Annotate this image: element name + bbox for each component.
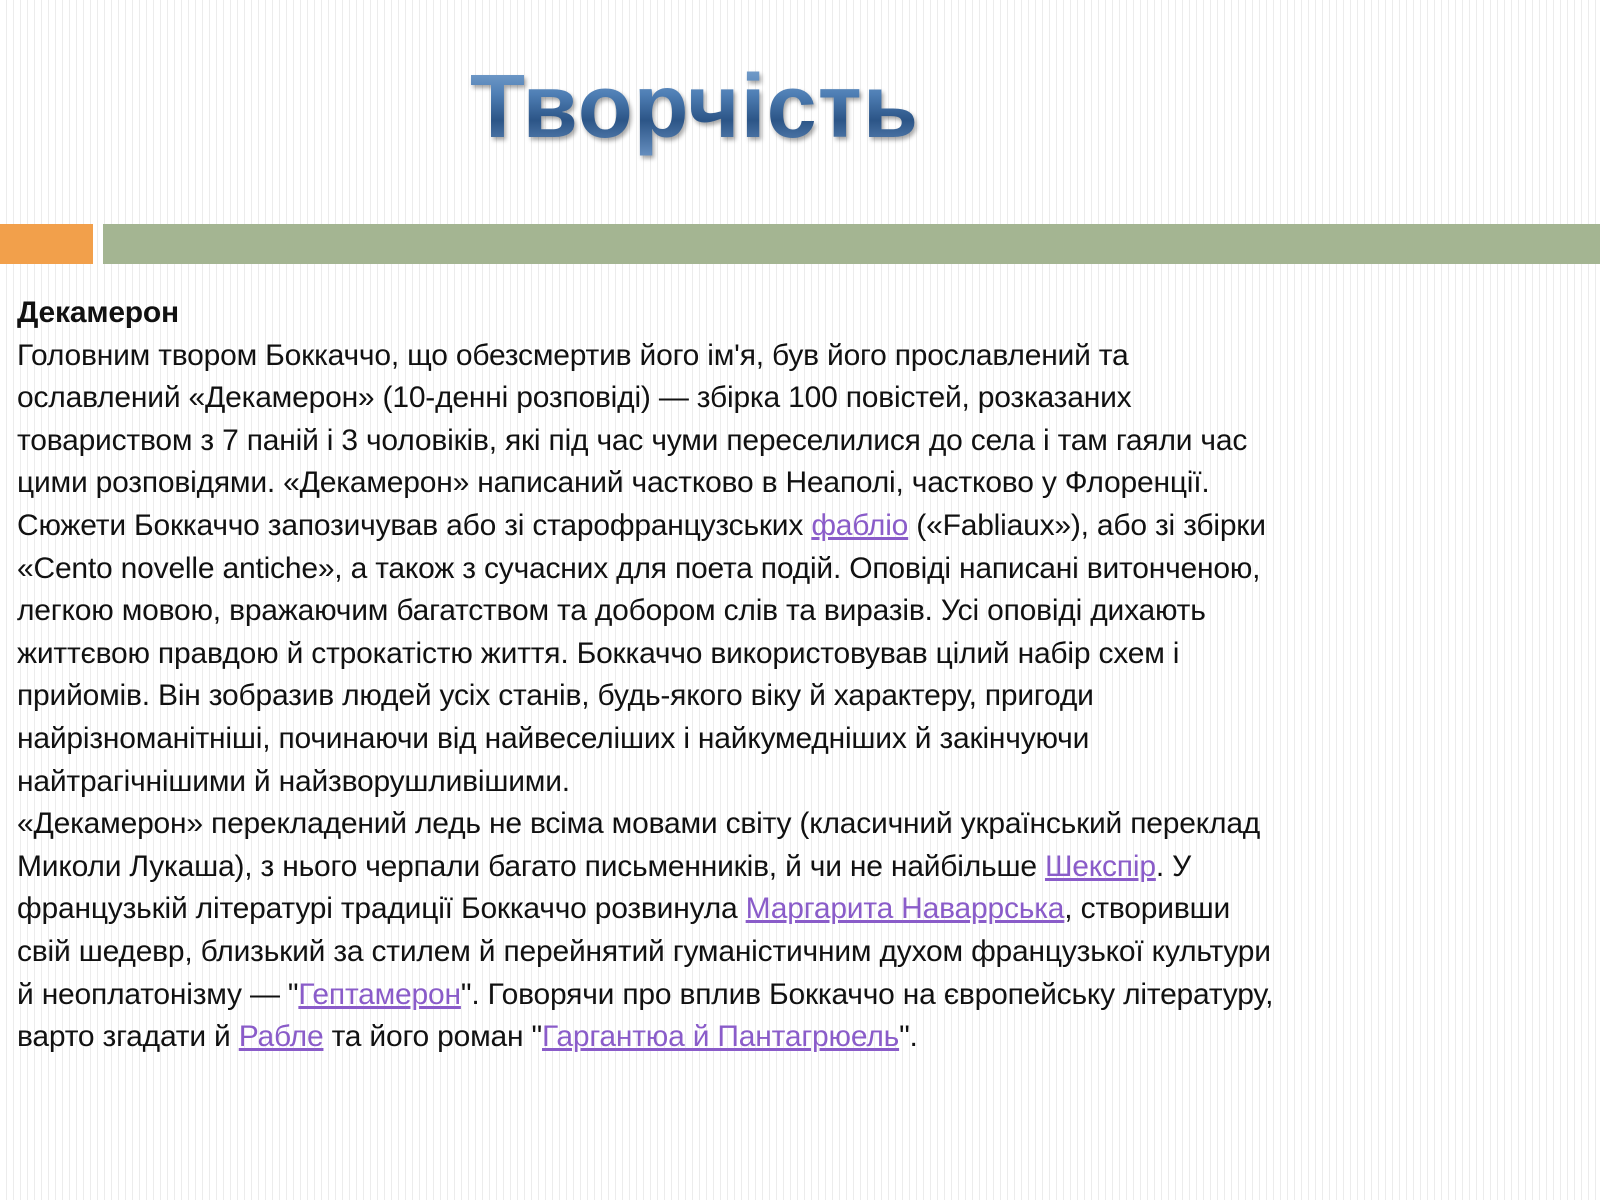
text-line: найрізноманітніші, починаючи від найвеселіших і найкумедніших й закінчуючи	[17, 721, 1090, 755]
section-heading: Декамерон	[17, 296, 179, 329]
slide-title: Творчість	[470, 52, 919, 162]
line-text: ". Говорячи про вплив Боккаччо на європейську літературу,	[460, 977, 1274, 1011]
text-line	[17, 505, 1577, 548]
text-line: прийомів. Він зобразив людей усіх станів, будь-якого віку й характеру, пригоди	[17, 679, 1094, 713]
divider-bar	[103, 224, 1600, 264]
text-line	[17, 888, 1577, 931]
line-text: й неоплатонізму — "	[17, 977, 299, 1011]
link-gargantua[interactable]: Гаргантюа й Пантагрюель	[542, 1020, 900, 1054]
line-text: Миколи Лукаша), з нього черпали багато письменників, й чи не найбільше	[17, 849, 1045, 883]
line-text: ".	[899, 1020, 918, 1054]
text-line: свій шедевр, близький за стилем й перейнятий гуманістичним духом французької культури	[17, 934, 1271, 968]
slide-body	[17, 292, 1577, 1059]
link-fabliau[interactable]: фабліо	[811, 508, 909, 542]
text-line: «Cento novelle antiche», а також з сучасних для поета подій. Оповіді написані витонченою,	[17, 551, 1261, 585]
text-line	[17, 846, 1577, 889]
link-rabelais[interactable]: Рабле	[238, 1020, 324, 1054]
text-line: Головним твором Боккаччо, що обезсмертив його ім'я, був його прославлений та	[17, 338, 1129, 372]
text-line	[17, 1016, 1577, 1059]
accent-block	[0, 224, 93, 264]
line-text: та його роман "	[323, 1020, 542, 1054]
line-text: французькій літературі традиції Боккаччо розвинула	[17, 892, 746, 926]
text-line: «Декамерон» перекладений ледь не всіма мовами світу (класичний український переклад	[17, 807, 1261, 841]
text-line: життєвою правдою й строкатістю життя. Боккаччо використовував цілий набір схем і	[17, 636, 1180, 670]
line-text: Сюжети Боккаччо запозичував або зі старофранцузських	[17, 508, 812, 542]
link-margaret-of-navarre[interactable]: Маргарита Наваррська	[745, 892, 1065, 926]
text-line: товариством з 7 паній і 3 чоловіків, які під час чуми переселилися до села і там гаяли час	[17, 423, 1248, 457]
line-text: варто згадати й	[17, 1020, 239, 1054]
link-heptameron[interactable]: Гептамерон	[298, 977, 461, 1011]
text-line: цими розповідями. «Декамерон» написаний частково в Неаполі, частково у Флоренції.	[17, 466, 1210, 500]
text-line	[17, 974, 1577, 1017]
text-line: ославлений «Декамерон» (10-денні розповіді) — збірка 100 повістей, розказаних	[17, 381, 1132, 415]
line-text: («Fabliaux»), або зі збірки	[908, 508, 1266, 542]
text-line: легкою мовою, вражаючим багатством та добором слів та виразів. Усі оповіді дихають	[17, 594, 1206, 628]
link-shakespeare[interactable]: Шекспір	[1044, 849, 1156, 883]
text-line: найтрагічнішими й найзворушливішими.	[17, 764, 570, 798]
line-text: . У	[1155, 849, 1191, 883]
line-text: , створивши	[1064, 892, 1230, 926]
